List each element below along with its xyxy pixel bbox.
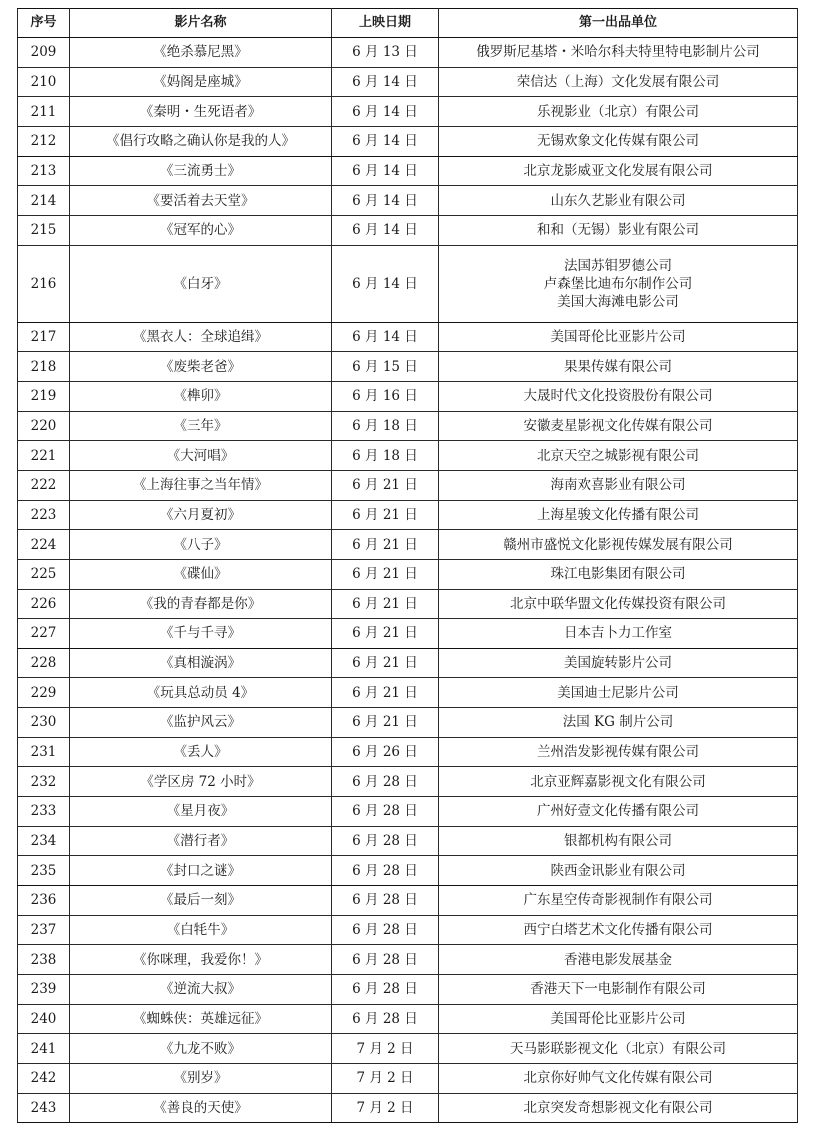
film-title-cell: 《大河唱》 bbox=[70, 441, 332, 471]
producer-name: 海南欢喜影业有限公司 bbox=[550, 477, 686, 494]
producer-name: 北京天空之城影视有限公司 bbox=[537, 447, 699, 464]
release-date-cell: 6 月 14 日 bbox=[332, 215, 439, 245]
producer-name: 陕西金讯影业有限公司 bbox=[550, 862, 686, 879]
table-row bbox=[18, 38, 798, 68]
serial-number-cell: 210 bbox=[18, 67, 70, 97]
film-title-cell: 《白牦牛》 bbox=[70, 915, 332, 945]
producer-cell bbox=[439, 737, 798, 767]
serial-number-cell: 239 bbox=[18, 975, 70, 1005]
producer-name: 香港天下一电影制作有限公司 bbox=[530, 981, 706, 998]
producer-name: 美国大海滩电影公司 bbox=[557, 293, 679, 310]
release-date-cell: 6 月 28 日 bbox=[332, 1004, 439, 1034]
table-row bbox=[18, 1004, 798, 1034]
table-row bbox=[18, 708, 798, 738]
release-date-cell: 6 月 21 日 bbox=[332, 678, 439, 708]
producer-cell bbox=[439, 1034, 798, 1064]
release-date-cell: 6 月 28 日 bbox=[332, 856, 439, 886]
producer-cell bbox=[439, 381, 798, 411]
producer-name: 珠江电影集团有限公司 bbox=[550, 566, 686, 583]
serial-number-cell: 238 bbox=[18, 945, 70, 975]
release-date-cell: 6 月 18 日 bbox=[332, 411, 439, 441]
producer-cell bbox=[439, 886, 798, 916]
release-date-cell: 6 月 21 日 bbox=[332, 470, 439, 500]
film-title-cell: 《三年》 bbox=[70, 411, 332, 441]
producer-name: 果果传媒有限公司 bbox=[564, 358, 672, 375]
film-title-cell: 《碟仙》 bbox=[70, 559, 332, 589]
producer-name: 北京亚辉嘉影视文化有限公司 bbox=[530, 773, 706, 790]
producer-cell bbox=[439, 678, 798, 708]
producer-name: 西宁白塔艺术文化传播有限公司 bbox=[523, 922, 713, 939]
release-date-cell: 6 月 13 日 bbox=[332, 38, 439, 68]
producer-name: 法国苏钼罗德公司 bbox=[564, 257, 672, 274]
table-row bbox=[18, 945, 798, 975]
release-date-cell: 7 月 2 日 bbox=[332, 1093, 439, 1123]
producer-name: 日本吉卜力工作室 bbox=[564, 625, 672, 642]
serial-number-cell: 213 bbox=[18, 156, 70, 186]
serial-number-cell: 236 bbox=[18, 886, 70, 916]
producer-cell bbox=[439, 186, 798, 216]
serial-number-cell: 219 bbox=[18, 381, 70, 411]
producer-cell bbox=[439, 559, 798, 589]
producer-cell bbox=[439, 1093, 798, 1123]
film-title-cell: 《绝杀慕尼黑》 bbox=[70, 38, 332, 68]
film-title-cell: 《三流勇士》 bbox=[70, 156, 332, 186]
film-title-cell: 《蜘蛛侠：英雄远征》 bbox=[70, 1004, 332, 1034]
table-row bbox=[18, 156, 798, 186]
producer-cell bbox=[439, 915, 798, 945]
producer-cell bbox=[439, 322, 798, 352]
table-row bbox=[18, 915, 798, 945]
film-title-cell: 《学区房 72 小时》 bbox=[70, 767, 332, 797]
producer-name: 法国 KG 制片公司 bbox=[562, 714, 674, 731]
film-title-cell: 《逆流大叔》 bbox=[70, 975, 332, 1005]
producer-cell bbox=[439, 589, 798, 619]
table-row bbox=[18, 826, 798, 856]
serial-number-cell: 242 bbox=[18, 1064, 70, 1094]
table-row bbox=[18, 411, 798, 441]
serial-number-cell: 237 bbox=[18, 915, 70, 945]
release-date-cell: 6 月 21 日 bbox=[332, 619, 439, 649]
serial-number-cell: 241 bbox=[18, 1034, 70, 1064]
serial-number-cell: 209 bbox=[18, 38, 70, 68]
serial-number-cell: 216 bbox=[18, 245, 70, 322]
serial-number-cell: 229 bbox=[18, 678, 70, 708]
film-title-cell: 《千与千寻》 bbox=[70, 619, 332, 649]
table-row bbox=[18, 648, 798, 678]
table-row bbox=[18, 530, 798, 560]
table-row bbox=[18, 352, 798, 382]
producer-cell bbox=[439, 767, 798, 797]
producer-name: 卢森堡比迪布尔制作公司 bbox=[543, 275, 693, 292]
film-title-cell: 《善良的天使》 bbox=[70, 1093, 332, 1123]
film-title-cell: 《秦明・生死语者》 bbox=[70, 97, 332, 127]
table-row bbox=[18, 856, 798, 886]
film-title-cell: 《九龙不败》 bbox=[70, 1034, 332, 1064]
release-date-cell: 6 月 28 日 bbox=[332, 945, 439, 975]
producer-name: 美国哥伦比亚影片公司 bbox=[550, 1011, 686, 1028]
producer-cell bbox=[439, 945, 798, 975]
serial-number-cell: 224 bbox=[18, 530, 70, 560]
release-date-cell: 6 月 21 日 bbox=[332, 648, 439, 678]
producer-name: 北京突发奇想影视文化有限公司 bbox=[523, 1099, 713, 1116]
release-date-cell: 6 月 21 日 bbox=[332, 589, 439, 619]
producer-cell bbox=[439, 352, 798, 382]
producer-name: 俄罗斯尼基塔・米哈尔科夫特里特电影制片公司 bbox=[476, 44, 760, 61]
film-title-cell: 《上海往事之当年情》 bbox=[70, 470, 332, 500]
header-serial-number: 序号 bbox=[18, 9, 70, 38]
release-date-cell: 6 月 21 日 bbox=[332, 500, 439, 530]
serial-number-cell: 240 bbox=[18, 1004, 70, 1034]
film-title-cell: 《倡行攻略之确认你是我的人》 bbox=[70, 126, 332, 156]
film-title-cell: 《废柴老爸》 bbox=[70, 352, 332, 382]
producer-cell bbox=[439, 67, 798, 97]
serial-number-cell: 234 bbox=[18, 826, 70, 856]
serial-number-cell: 217 bbox=[18, 322, 70, 352]
release-date-cell: 6 月 14 日 bbox=[332, 186, 439, 216]
release-date-cell: 6 月 14 日 bbox=[332, 245, 439, 322]
table-row bbox=[18, 381, 798, 411]
producer-name: 山东久艺影业有限公司 bbox=[550, 192, 686, 209]
film-title-cell: 《真相漩涡》 bbox=[70, 648, 332, 678]
producer-name: 美国旋转影片公司 bbox=[564, 655, 672, 672]
film-title-cell: 《星月夜》 bbox=[70, 797, 332, 827]
producer-name: 银都机构有限公司 bbox=[564, 833, 672, 850]
producer-cell bbox=[439, 411, 798, 441]
film-title-cell: 《白牙》 bbox=[70, 245, 332, 322]
release-date-cell: 6 月 18 日 bbox=[332, 441, 439, 471]
producer-name: 美国哥伦比亚影片公司 bbox=[550, 328, 686, 345]
producer-name: 美国迪士尼影片公司 bbox=[557, 684, 679, 701]
producer-cell bbox=[439, 619, 798, 649]
release-date-cell: 7 月 2 日 bbox=[332, 1064, 439, 1094]
serial-number-cell: 227 bbox=[18, 619, 70, 649]
producer-name: 北京你好帅气文化传媒有限公司 bbox=[523, 1070, 713, 1087]
producer-cell bbox=[439, 530, 798, 560]
serial-number-cell: 211 bbox=[18, 97, 70, 127]
producer-name: 大晟时代文化投资股份有限公司 bbox=[523, 388, 713, 405]
header-release-date: 上映日期 bbox=[332, 9, 439, 38]
serial-number-cell: 230 bbox=[18, 708, 70, 738]
producer-name: 北京龙影威亚文化发展有限公司 bbox=[523, 162, 713, 179]
film-title-cell: 《黑衣人：全球追缉》 bbox=[70, 322, 332, 352]
producer-name: 上海星骏文化传播有限公司 bbox=[537, 506, 699, 523]
table-row bbox=[18, 215, 798, 245]
serial-number-cell: 215 bbox=[18, 215, 70, 245]
table-row bbox=[18, 245, 798, 322]
release-date-cell: 6 月 28 日 bbox=[332, 886, 439, 916]
film-release-table bbox=[17, 8, 798, 1123]
producer-cell bbox=[439, 708, 798, 738]
release-date-cell: 6 月 14 日 bbox=[332, 97, 439, 127]
film-title-cell: 《八子》 bbox=[70, 530, 332, 560]
release-date-cell: 6 月 14 日 bbox=[332, 67, 439, 97]
film-title-cell: 《封口之谜》 bbox=[70, 856, 332, 886]
producer-name: 广州好壹文化传播有限公司 bbox=[537, 803, 699, 820]
serial-number-cell: 235 bbox=[18, 856, 70, 886]
producer-cell bbox=[439, 1004, 798, 1034]
serial-number-cell: 214 bbox=[18, 186, 70, 216]
release-date-cell: 6 月 26 日 bbox=[332, 737, 439, 767]
release-date-cell: 6 月 21 日 bbox=[332, 530, 439, 560]
producer-name: 天马影联影视文化（北京）有限公司 bbox=[510, 1040, 726, 1057]
table-body bbox=[18, 38, 798, 1123]
producer-cell bbox=[439, 215, 798, 245]
table-row bbox=[18, 975, 798, 1005]
serial-number-cell: 226 bbox=[18, 589, 70, 619]
release-date-cell: 6 月 15 日 bbox=[332, 352, 439, 382]
serial-number-cell: 212 bbox=[18, 126, 70, 156]
table-row bbox=[18, 470, 798, 500]
table-row bbox=[18, 797, 798, 827]
release-date-cell: 7 月 2 日 bbox=[332, 1034, 439, 1064]
film-title-cell: 《冠军的心》 bbox=[70, 215, 332, 245]
producer-name: 无锡欢象文化传媒有限公司 bbox=[537, 133, 699, 150]
producer-cell bbox=[439, 500, 798, 530]
table-row bbox=[18, 322, 798, 352]
table-row bbox=[18, 97, 798, 127]
producer-cell bbox=[439, 156, 798, 186]
film-title-cell: 《妈阁是座城》 bbox=[70, 67, 332, 97]
release-date-cell: 6 月 28 日 bbox=[332, 797, 439, 827]
serial-number-cell: 225 bbox=[18, 559, 70, 589]
producer-cell bbox=[439, 441, 798, 471]
film-title-cell: 《监护风云》 bbox=[70, 708, 332, 738]
film-title-cell: 《最后一刻》 bbox=[70, 886, 332, 916]
release-date-cell: 6 月 21 日 bbox=[332, 708, 439, 738]
serial-number-cell: 243 bbox=[18, 1093, 70, 1123]
serial-number-cell: 231 bbox=[18, 737, 70, 767]
header-row bbox=[18, 9, 798, 38]
table-row bbox=[18, 678, 798, 708]
producer-name: 赣州市盛悦文化影视传媒发展有限公司 bbox=[503, 536, 733, 553]
producer-name: 安徽麦星影视文化传媒有限公司 bbox=[523, 417, 713, 434]
table-row bbox=[18, 1093, 798, 1123]
film-title-cell: 《榫卯》 bbox=[70, 381, 332, 411]
table-row bbox=[18, 441, 798, 471]
producer-name: 荣信达（上海）文化发展有限公司 bbox=[516, 73, 720, 90]
release-date-cell: 6 月 16 日 bbox=[332, 381, 439, 411]
header-film-title: 影片名称 bbox=[70, 9, 332, 38]
film-title-cell: 《丢人》 bbox=[70, 737, 332, 767]
producer-cell bbox=[439, 797, 798, 827]
producer-name: 和和（无锡）影业有限公司 bbox=[537, 222, 699, 239]
table-row bbox=[18, 67, 798, 97]
film-title-cell: 《潜行者》 bbox=[70, 826, 332, 856]
table-row bbox=[18, 589, 798, 619]
table-row bbox=[18, 737, 798, 767]
table-row bbox=[18, 186, 798, 216]
producer-name: 兰州浩发影视传媒有限公司 bbox=[537, 744, 699, 761]
producer-cell bbox=[439, 126, 798, 156]
producer-cell bbox=[439, 97, 798, 127]
table-row bbox=[18, 619, 798, 649]
release-date-cell: 6 月 14 日 bbox=[332, 156, 439, 186]
table-row bbox=[18, 1064, 798, 1094]
release-date-cell: 6 月 21 日 bbox=[332, 559, 439, 589]
table-row bbox=[18, 1034, 798, 1064]
release-date-cell: 6 月 28 日 bbox=[332, 826, 439, 856]
producer-cell bbox=[439, 38, 798, 68]
film-title-cell: 《六月夏初》 bbox=[70, 500, 332, 530]
release-date-cell: 6 月 28 日 bbox=[332, 975, 439, 1005]
serial-number-cell: 232 bbox=[18, 767, 70, 797]
serial-number-cell: 220 bbox=[18, 411, 70, 441]
producer-name: 乐视影业（北京）有限公司 bbox=[537, 103, 699, 120]
release-date-cell: 6 月 28 日 bbox=[332, 915, 439, 945]
film-title-cell: 《我的青春都是你》 bbox=[70, 589, 332, 619]
film-title-cell: 《玩具总动员 4》 bbox=[70, 678, 332, 708]
serial-number-cell: 218 bbox=[18, 352, 70, 382]
film-title-cell: 《要活着去天堂》 bbox=[70, 186, 332, 216]
producer-cell bbox=[439, 1064, 798, 1094]
table-row bbox=[18, 500, 798, 530]
producer-cell bbox=[439, 470, 798, 500]
producer-cell bbox=[439, 245, 798, 322]
producer-cell bbox=[439, 975, 798, 1005]
release-date-cell: 6 月 14 日 bbox=[332, 126, 439, 156]
producer-cell bbox=[439, 826, 798, 856]
table-row bbox=[18, 559, 798, 589]
serial-number-cell: 222 bbox=[18, 470, 70, 500]
producer-cell bbox=[439, 648, 798, 678]
producer-name: 广东星空传奇影视制作有限公司 bbox=[523, 892, 713, 909]
table-header bbox=[18, 9, 798, 38]
release-date-cell: 6 月 14 日 bbox=[332, 322, 439, 352]
header-producer: 第一出品单位 bbox=[439, 9, 798, 38]
film-title-cell: 《别岁》 bbox=[70, 1064, 332, 1094]
producer-cell bbox=[439, 856, 798, 886]
table-row bbox=[18, 886, 798, 916]
serial-number-cell: 228 bbox=[18, 648, 70, 678]
serial-number-cell: 221 bbox=[18, 441, 70, 471]
serial-number-cell: 233 bbox=[18, 797, 70, 827]
release-date-cell: 6 月 28 日 bbox=[332, 767, 439, 797]
table-row bbox=[18, 126, 798, 156]
serial-number-cell: 223 bbox=[18, 500, 70, 530]
film-title-cell: 《你咪理，我爱你！》 bbox=[70, 945, 332, 975]
producer-name: 香港电影发展基金 bbox=[564, 951, 672, 968]
producer-name: 北京中联华盟文化传媒投资有限公司 bbox=[510, 595, 726, 612]
table-row bbox=[18, 767, 798, 797]
